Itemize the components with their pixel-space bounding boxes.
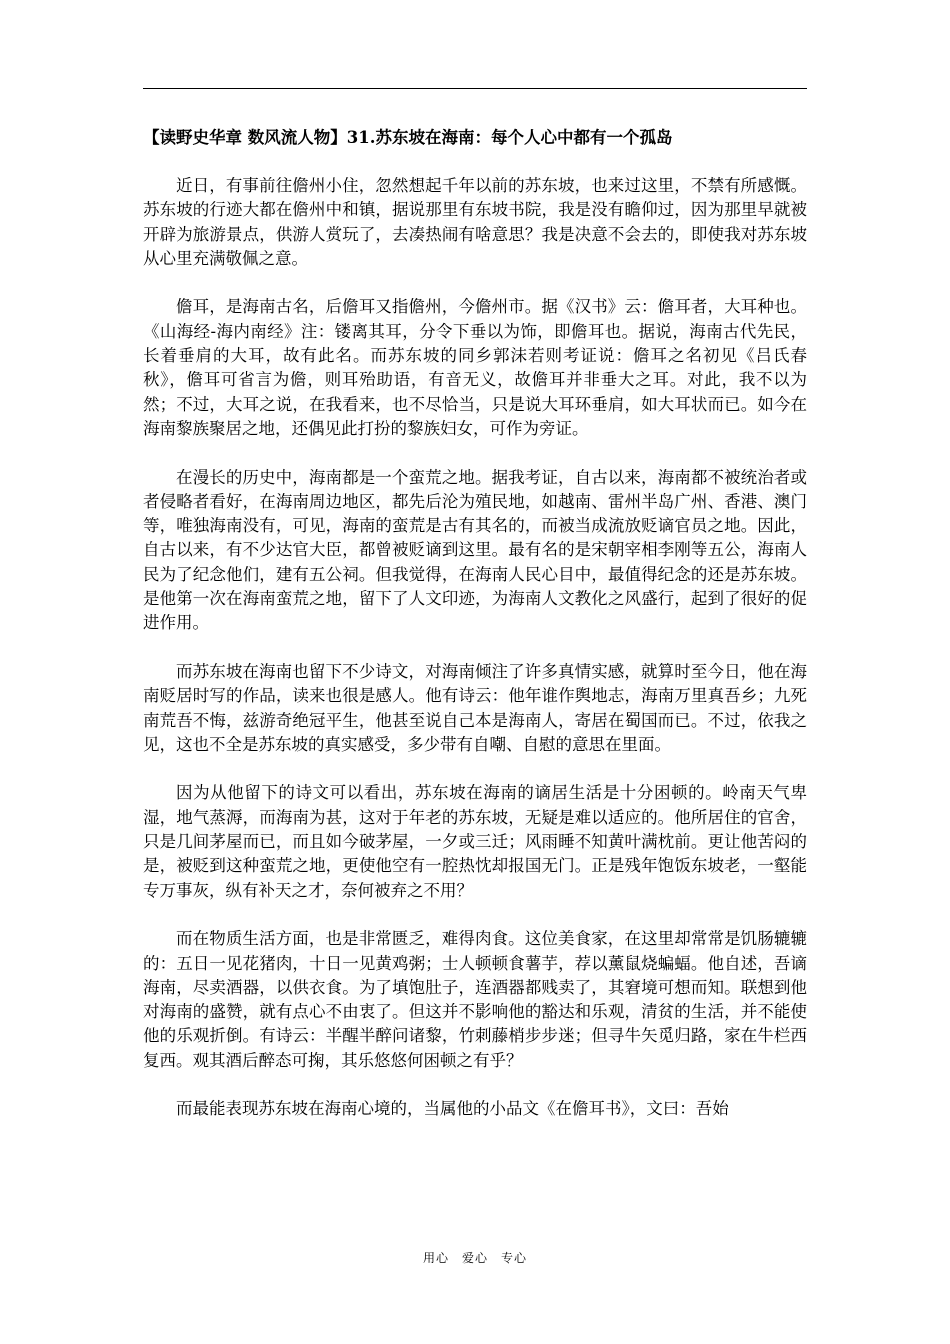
paragraph-5: 因为从他留下的诗文可以看出，苏东坡在海南的谪居生活是十分困顿的。岭南天气卑湿，地气蒸溽，而海南为甚，这对于年老的苏东坡，无疑是难以适应的。他所居住的官舍，只是几间茅屋而已，而且如今破茅屋，一夕或三迁；风雨睡不知黄叶满枕前。更让他苦闷的是，被贬到这种蛮荒之地，更使他空有一腔热忱却报国无门。正是残年饱饭东坡老，一壑能专万事灰，纵有补天之才，奈何被弃之不用？	[143, 783, 807, 900]
header-divider	[143, 88, 807, 89]
paragraph-6: 而在物质生活方面，也是非常匮乏，难得肉食。这位美食家，在这里却常常是饥肠辘辘的：五日一见花猪肉，十日一见黄鸡粥；士人顿顿食薯芋，荐以薰鼠烧蝙蝠。他自述，吾谪海南，尽卖酒器，以供衣食。为了填饱肚子，连酒器都贱卖了，其窘境可想而知。联想到他对海南的盛赞，就有点心不由衷了。但这并不影响他的豁达和乐观，清贫的生活，并不能使他的乐观折倒。有诗云：半醒半醉问诸黎，竹刺藤梢步步迷；但寻牛矢觅归路，家在牛栏西复西。观其酒后醉态可掬，其乐悠悠何困顿之有乎？	[143, 929, 807, 1070]
paragraph-4: 而苏东坡在海南也留下不少诗文，对海南倾注了许多真情实感，就算时至今日，他在海南贬居时写的作品，读来也很是感人。他有诗云：他年谁作舆地志，海南万里真吾乡；九死南荒吾不悔，兹游奇绝冠平生，他甚至说自己本是海南人，寄居在蜀国而已。不过，依我之见，这也不全是苏东坡的真实感受，多少带有自嘲、自慰的意思在里面。	[143, 661, 807, 754]
article-title: 【读野史华章 数风流人物】31.苏东坡在海南：每个人心中都有一个孤岛	[143, 128, 673, 147]
paragraph-1: 近日，有事前往儋州小住，忽然想起千年以前的苏东坡，也来过这里，不禁有所感慨。苏东坡的行迹大都在儋州中和镇，据说那里有东坡书院，我是没有瞻仰过，因为那里早就被开辟为旅游景点，供游人赏玩了，去凑热闹有啥意思？我是决意不会去的，即使我对苏东坡从心里充满敬佩之意。	[143, 176, 807, 268]
paragraph-7: 而最能表现苏东坡在海南心境的，当属他的小品文《在儋耳书》，文曰：吾始	[176, 1099, 729, 1119]
paragraph-3: 在漫长的历史中，海南都是一个蛮荒之地。据我考证，自古以来，海南都不被统治者或者侵略者看好，在海南周边地区，都先后沦为殖民地，如越南、雷州半岛广州、香港、澳门等，唯独海南没有，可见，海南的蛮荒是古有其名的，而被当成流放贬谪官员之地。因此，自古以来，有不少达官大臣，都曾被贬谪到这里。最有名的是宋朝宰相李刚等五公，海南人民为了纪念他们，建有五公祠。但我觉得，在海南人民心目中，最值得纪念的还是苏东坡。是他第一次在海南蛮荒之地，留下了人文印迹，为海南人文教化之风盛行，起到了很好的促进作用。	[143, 467, 807, 633]
article-body	[143, 174, 807, 1146]
paragraph-2: 儋耳，是海南古名，后儋耳又指儋州，今儋州市。据《汉书》云：儋耳者，大耳种也。《山海经-海内南经》注：镂离其耳，分令下垂以为饰，即儋耳也。据说，海南古代先民，长着垂肩的大耳，故有此名。而苏东坡的同乡郭沫若则考证说：儋耳之名初见《吕氏春秋》，儋耳可省言为儋，则耳殆助语，有音无义，故儋耳并非垂大之耳。对此，我不以为然；不过，大耳之说，在我看来，也不尽恰当，只是说大耳环垂肩，如大耳状而已。如今在海南黎族聚居之地，还偶见此打扮的黎族妇女，可作为旁证。	[143, 297, 807, 438]
page-footer: 用心 爱心 专心	[422, 1251, 527, 1265]
